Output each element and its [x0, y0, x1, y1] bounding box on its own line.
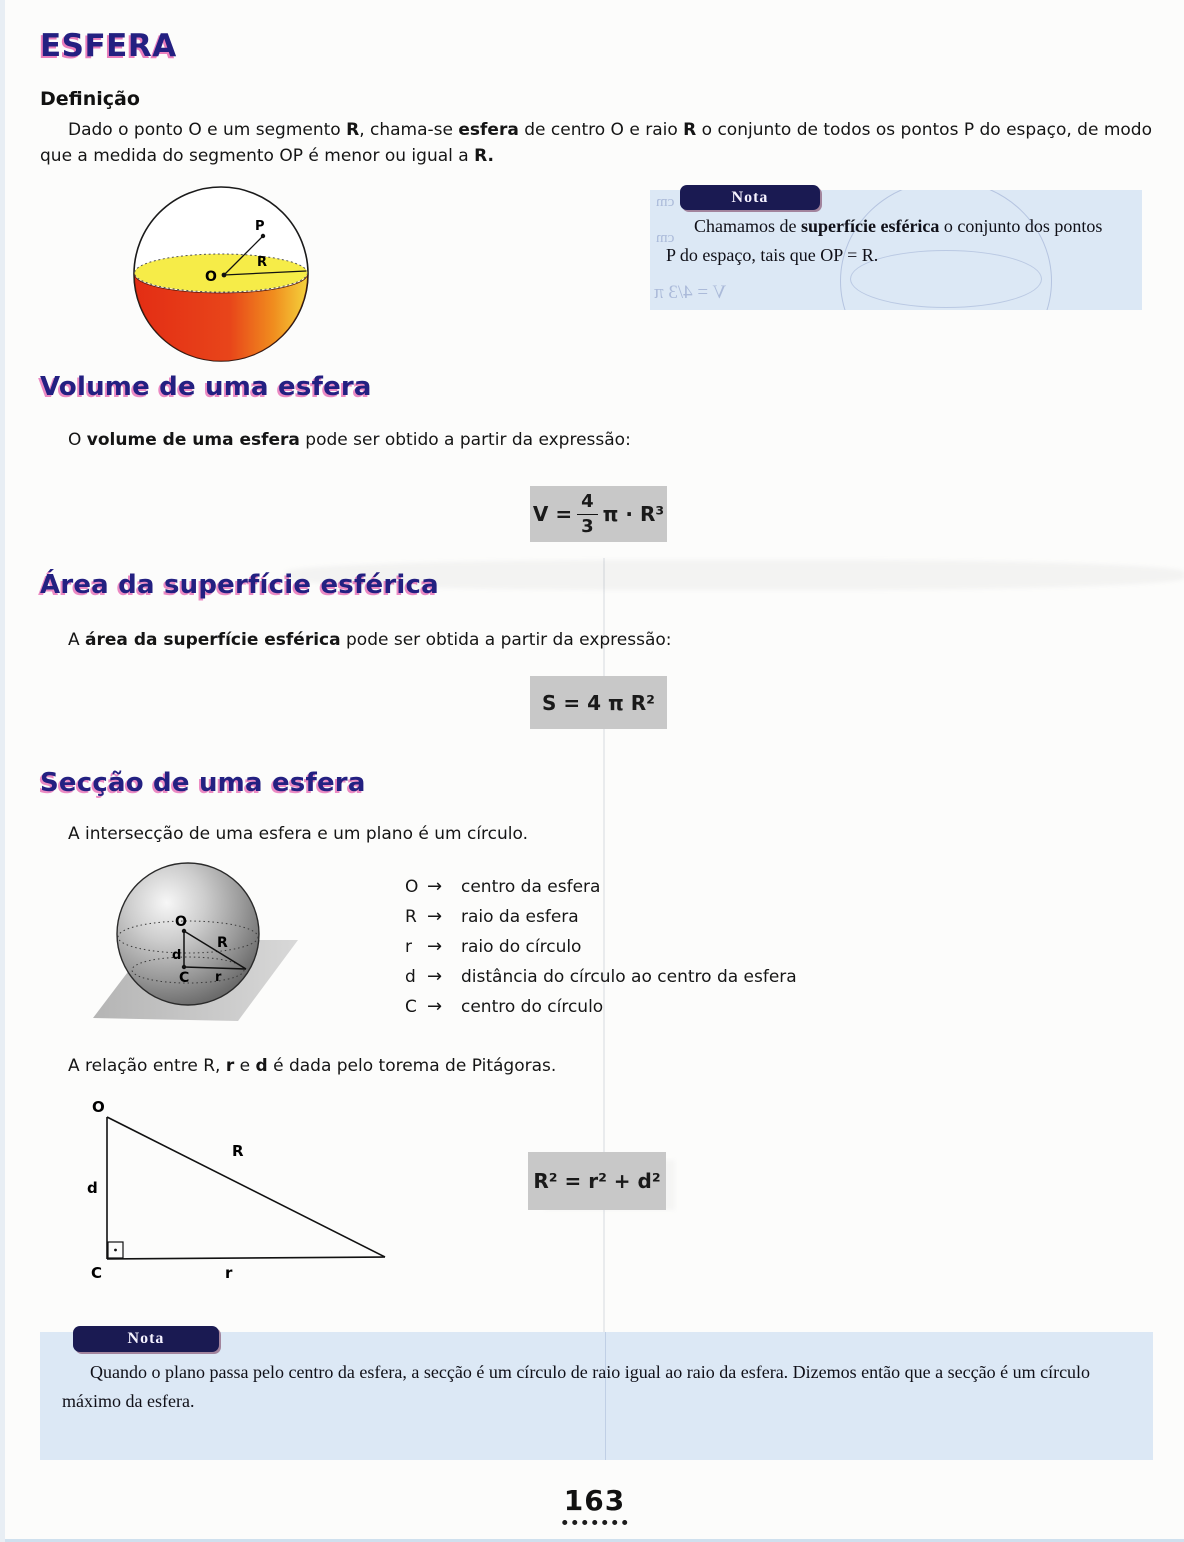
formula-text: S = 4 π R² [542, 690, 655, 715]
section-heading-volume: Volume de uma esfera [40, 372, 372, 402]
text-run: O [68, 430, 87, 450]
legend-desc: raio do círculo [461, 937, 582, 957]
text-run: , chama-se [359, 120, 459, 140]
text-run: e [234, 1056, 256, 1076]
volume-paragraph [68, 427, 1118, 453]
formula-fraction [577, 490, 598, 537]
pythagoras-paragraph [68, 1053, 1118, 1079]
text-run-bold: superfície esférica [800, 216, 940, 236]
label-R: R [232, 1142, 244, 1160]
pythagoras-formula-box [528, 1152, 666, 1210]
legend-list [405, 876, 797, 1026]
legend-item [405, 936, 797, 966]
nota-tab-label: Nota [731, 188, 769, 206]
text-run-bold: r [225, 1056, 235, 1076]
text-run-bold: R [683, 120, 697, 140]
label-O: O [205, 269, 217, 285]
legend-item [405, 906, 797, 936]
label-d: d [172, 948, 182, 963]
section-heading-seccao: Secção de uma esfera [40, 768, 366, 798]
text-run-bold: R [346, 120, 360, 140]
bleedthrough-formula: V = 4/3 π [654, 282, 727, 303]
equator-disc [135, 254, 308, 292]
legend-symbol: d [405, 967, 416, 987]
label-P: P [255, 219, 265, 234]
label-R: R [257, 255, 268, 270]
text-run: Chamamos de [694, 216, 801, 236]
bleedthrough-text: cm [656, 194, 675, 210]
label-d: d [87, 1179, 98, 1197]
label-r: r [225, 1264, 233, 1282]
legend-symbol: O [405, 877, 419, 897]
arrow-icon: → [427, 936, 443, 957]
text-run: Quando o plano passa pelo centro da esfera, a secção é um círculo de raio igual ao raio da esfera. Dizemos então que a secção é um círculo máximo da esfera. [62, 1362, 1091, 1411]
legend-item [405, 966, 797, 996]
triangle-figure [65, 1092, 405, 1292]
section-heading-area: Área da superfície esférica [40, 570, 439, 600]
volume-formula-box [530, 486, 667, 542]
text-run: pode ser obtido a partir da expressão: [299, 430, 631, 450]
label-O: O [175, 914, 187, 930]
nota-box-circulo-maximo [40, 1332, 1153, 1460]
nota-tab [680, 185, 820, 210]
nota-tab [73, 1326, 219, 1352]
arrow-icon: → [427, 876, 443, 897]
area-paragraph [68, 627, 1118, 653]
legend-desc: centro do círculo [461, 997, 604, 1017]
page-number: 163 [562, 1484, 627, 1525]
text-run: de centro O e raio [518, 120, 684, 140]
arrow-icon: → [427, 906, 443, 927]
label-R: R [217, 935, 228, 951]
text-run: A [68, 630, 86, 650]
text-run: o conjunto dos pontos P do espaço, tais que OP = R. [666, 216, 1103, 265]
nota-box-superficie [650, 190, 1142, 310]
text-run: A intersecção de uma esfera e um plano é um círculo. [68, 824, 529, 844]
bleedthrough-text: cm [656, 230, 675, 246]
legend-desc: centro da esfera [461, 877, 601, 897]
arrow-icon: → [427, 996, 443, 1017]
label-r: r [215, 970, 222, 985]
text-run: A relação entre R, [68, 1056, 226, 1076]
right-angle-dot [114, 1249, 117, 1252]
text-run-bold: volume de uma esfera [86, 430, 300, 450]
legend-symbol: r [405, 937, 412, 957]
point-p-dot [261, 234, 265, 238]
text-run-bold: esfera [458, 120, 519, 140]
label-C: C [179, 970, 190, 986]
sphere-section-figure [83, 860, 383, 1038]
seccao-intro [68, 821, 1118, 847]
center-dot [222, 273, 227, 278]
legend-desc: raio da esfera [461, 907, 579, 927]
text-run: pode ser obtida a partir da expressão: [340, 630, 672, 650]
legend-symbol: C [405, 997, 417, 1017]
arrow-icon: → [427, 966, 443, 987]
definition-paragraph [40, 117, 1160, 170]
nota-paragraph [666, 212, 1116, 270]
text-run-bold: d [255, 1056, 268, 1076]
text-run-bold: R. [474, 146, 494, 167]
text-run: é dada pelo torema de Pitágoras. [267, 1056, 557, 1076]
sphere-figure [131, 182, 313, 368]
legend-symbol: R [405, 907, 417, 927]
label-O: O [92, 1098, 105, 1116]
page-title: ESFERA [40, 28, 177, 64]
legend-item [405, 996, 797, 1026]
center-C-dot [182, 965, 186, 969]
fraction-denominator: 3 [581, 515, 594, 537]
nota-tab-label: Nota [127, 1330, 165, 1347]
nota-paragraph [62, 1358, 1122, 1416]
text-run: Dado o ponto O e um segmento [68, 120, 347, 140]
formula-rhs: π · R³ [602, 502, 665, 526]
text-run: o conjunto de todos os pontos P do espaço, de modo que a medida do segmento OP é menor ou igual a [40, 120, 1152, 167]
formula-text: R² = r² + d² [533, 1169, 661, 1193]
triangle-side-r [107, 1257, 385, 1259]
legend-desc: distância do círculo ao centro da esfera [461, 967, 797, 987]
text-run-bold: área da superfície esférica [85, 630, 341, 650]
area-formula-box [530, 676, 667, 729]
formula-lhs: V = [532, 502, 573, 526]
triangle-hypotenuse-R [107, 1117, 385, 1257]
label-C: C [91, 1264, 103, 1282]
fraction-numerator: 4 [577, 493, 598, 515]
definition-heading: Definição [40, 88, 140, 110]
legend-item [405, 876, 797, 906]
